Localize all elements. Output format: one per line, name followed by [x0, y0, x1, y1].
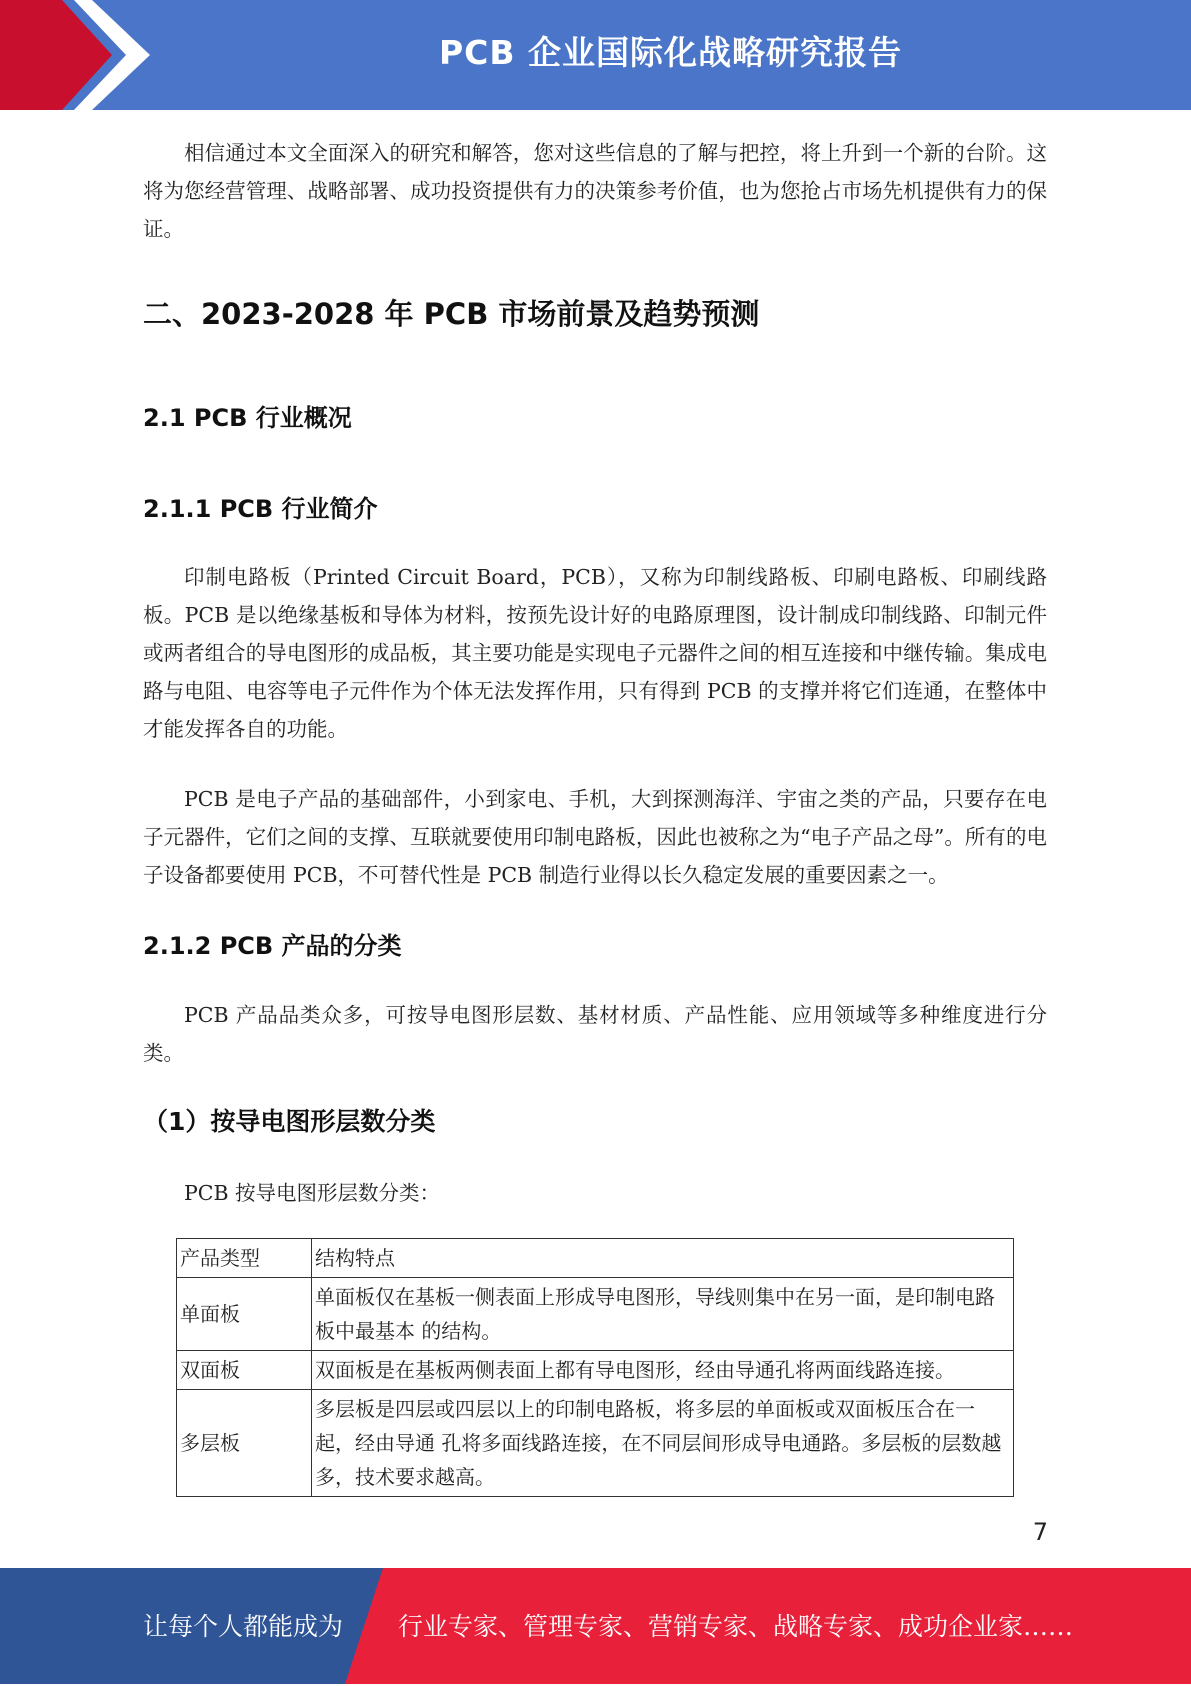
- table-cell-feature: 单面板仅在基板一侧表面上形成导电图形，导线则集中在另一面，是印制电路板中最基本 的结构。: [312, 1278, 1014, 1351]
- subsection-1-heading: （1）按导电图形层数分类: [143, 1107, 436, 1136]
- table-cell-type: 单面板: [177, 1278, 312, 1351]
- footer-slogan-left: 让每个人都能成为: [143, 1612, 344, 1641]
- page-footer: [0, 1568, 1191, 1684]
- page-number: 7: [1032, 1518, 1048, 1546]
- pcb-intro-paragraph: 印制电路板（Printed Circuit Board，PCB），又称为印制线路板、印刷电路板、印刷线路板。PCB 是以绝缘基板和导体为材料，按预先设计好的电路原理图，设计制成印制线路、印制元件或两者组合的导电图形的成品板，其主要功能是实现电子元器件之间的相互连接和中继传输。集成电路与电阻、电容等电子元件作为个体无法发挥作用，只有得到 PCB 的支撑并将它们连通，在整体中才能发挥各自的功能。: [143, 565, 1047, 741]
- section-2-1-1-body: [143, 558, 1047, 894]
- table-intro-text: PCB 按导电图形层数分类：: [184, 1181, 441, 1205]
- header-title: PCB 企业国际化战略研究报告: [438, 33, 903, 72]
- section-2-heading: 二、2023-2028 年 PCB 市场前景及趋势预测: [143, 297, 760, 331]
- page-header: [0, 0, 1191, 110]
- intro-block: [143, 134, 1047, 248]
- table-row: [177, 1351, 1014, 1390]
- layer-classification-table: [176, 1238, 1014, 1497]
- table-row: [177, 1390, 1014, 1497]
- footer-slogan-right: 行业专家、管理专家、营销专家、战略专家、成功企业家……: [398, 1612, 1074, 1641]
- table-header-type: 产品类型: [177, 1239, 312, 1278]
- classification-paragraph: PCB 产品品类众多，可按导电图形层数、基材材质、产品性能、应用领域等多种维度进行分类。: [143, 1003, 1047, 1065]
- section-2-1-heading: 2.1 PCB 行业概况: [143, 404, 352, 432]
- table-cell-type: 多层板: [177, 1390, 312, 1497]
- pcb-importance-paragraph: PCB 是电子产品的基础部件，小到家电、手机，大到探测海洋、宇宙之类的产品，只要存在电子元器件，它们之间的支撑、互联就要使用印制电路板，因此也被称之为“电子产品之母”。所有的电子设备都要使用 PCB，不可替代性是 PCB 制造行业得以长久稳定发展的重要因素之一。: [143, 787, 1047, 887]
- table-cell-feature: 双面板是在基板两侧表面上都有导电图形，经由导通孔将两面线路连接。: [312, 1351, 1014, 1390]
- section-2-1-2-heading: 2.1.2 PCB 产品的分类: [143, 932, 402, 960]
- section-2-1-1-heading: 2.1.1 PCB 行业简介: [143, 495, 378, 523]
- table-header-feature: 结构特点: [312, 1239, 1014, 1278]
- intro-paragraph: 相信通过本文全面深入的研究和解答，您对这些信息的了解与把控，将上升到一个新的台阶。这将为您经营管理、战略部署、成功投资提供有力的决策参考价值，也为您抢占市场先机提供有力的保证。: [143, 141, 1047, 241]
- table-row: [177, 1278, 1014, 1351]
- table-header-row: [177, 1239, 1014, 1278]
- section-2-1-2-body: [143, 996, 1047, 1072]
- table-cell-feature: 多层板是四层或四层以上的印制电路板，将多层的单面板或双面板压合在一起，经由导通 孔将多面线路连接，在不同层间形成导电通路。多层板的层数越多，技术要求越高。: [312, 1390, 1014, 1497]
- table-cell-type: 双面板: [177, 1351, 312, 1390]
- table-intro-block: [143, 1174, 1047, 1212]
